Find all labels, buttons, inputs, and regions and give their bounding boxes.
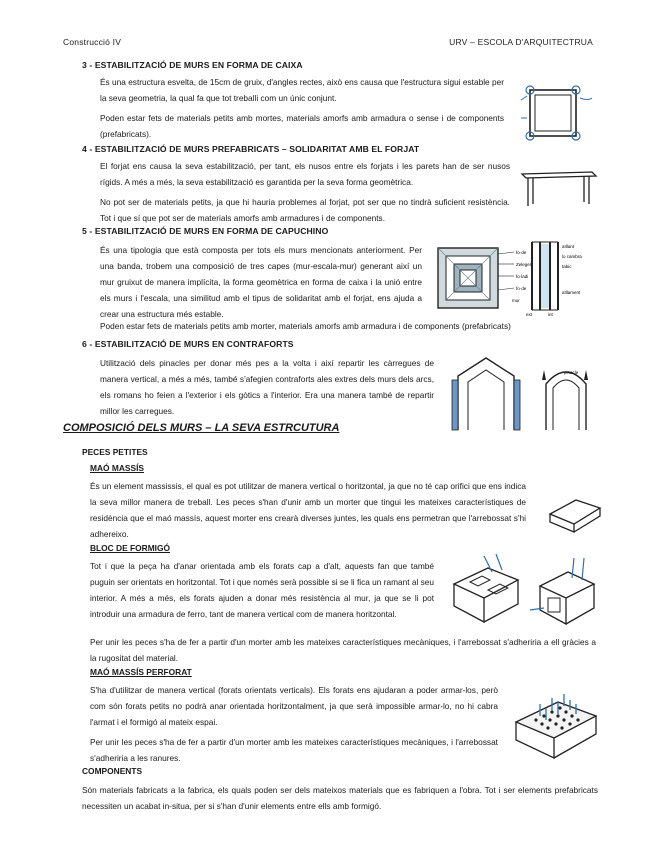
label-cambra: lo cambra bbox=[562, 254, 582, 259]
label-int: int bbox=[548, 312, 553, 317]
solid-brick-sketch bbox=[544, 490, 606, 536]
concrete-block-sketch bbox=[444, 550, 604, 632]
capuchino-wall-sketch bbox=[430, 236, 602, 318]
section-4-paragraph-2: No pot ser de materials petits, ja que hi hauria problemes al forjat, pot ser que no tindrà suficient resistència. Tot i que sí que pot ser de materials amorfs amb armadures i de components. bbox=[100, 197, 510, 223]
section-4-paragraph-1: El forjat ens causa la seva estabilització, per tant, els nusos entre els forjats i les parets han de ser nusos rígids. A més a més, la seva estabilització es garantida per la seva forma geomètrica. bbox=[100, 161, 510, 187]
section-5-paragraph-2: Poden estar fets de materials petits amb morter, materials amorfs amb armadura i de components (prefabricats) bbox=[100, 321, 511, 331]
header-course: Construcció IV bbox=[63, 37, 122, 47]
label-mur: mur bbox=[512, 298, 520, 303]
components-heading: COMPONENTS bbox=[82, 766, 143, 776]
section-5-title: 5 - ESTABILITZACIÓ DE MURS EN FORMA DE CAPUCHINO bbox=[82, 226, 329, 236]
bloc-formigo-paragraph-2: Per unir les peces s'ha de fer a partir d'un morter amb les mateixes característiques mecàniques, i l'arrebossat s'adheriria a ell gràcies a la rugositat del material. bbox=[90, 637, 596, 663]
section-3-paragraph-2: Poden estar fets de materials petits amb mortes, materials amorfs amb armadura o sense i de components (prefabricats). bbox=[100, 113, 504, 139]
buttress-sketch bbox=[446, 350, 602, 436]
section-6-paragraph-1: Utilització dels pinacles per donar més pes a la volta i així repartir les càrregues de manera vertical, a més a més, també s'afegien contraforts ales extres dels murs dels arcs, els romans ho feien a l'exterior i els gòtics a l'interior. Era una manera també de repartir millor les carregues. bbox=[100, 358, 434, 416]
mao-massis-paragraph: És un element massissis, el qual es pot utilitzar de manera vertical o horitzontal, ja que no té cap orifici que ens indica la seva millor manera de treball. Les peces s'han d'unir amb un morter que tingui les mateixes característiques de residència que el maó massís, aquest morter ens crearà diverses juntes, les quals ens permetran que l'arrebossat s'hi adhereixo. bbox=[90, 481, 526, 539]
label-ext: ext bbox=[526, 312, 533, 317]
small-pieces-heading: PECES PETITES bbox=[82, 447, 148, 457]
section-3-title: 3 - ESTABILITZACIÓ DE MURS EN FORMA DE CAIXA bbox=[82, 60, 303, 70]
section-4-title: 4 - ESTABILITZACIÓ DE MURS PREFABRICATS – SOLIDARITAT AMB EL FORJAT bbox=[82, 144, 420, 154]
mao-perforat-paragraph-2: Per unir les peces s'ha de fer a partir d'un morter amb les mateixes característiques mecàniques, i l'arrebossat s'adheriria a les ranures. bbox=[90, 737, 498, 763]
label-aillament: aïllament bbox=[562, 290, 581, 295]
perforated-brick-sketch bbox=[506, 682, 604, 762]
label-foladi: fo·ladi bbox=[516, 274, 529, 279]
label-tabic: tabic bbox=[562, 264, 572, 269]
mao-massis-heading: MAÓ MASSÍS bbox=[90, 463, 144, 473]
bloc-formigo-heading: BLOC DE FORMIGÓ bbox=[90, 543, 171, 553]
bloc-formigo-paragraph-1: Tot i que la peça ha d'anar orientada amb els forats cap a d'alt, aquests fan que també puguin ser orientats en horitzontal. Tot i que només serà possible si se li fica un ramant al seu interior. A més a més, els forats ajuden a donar més resistència al mur, ja que se li pot introduir una armadura de ferro, tant de manera vertical com de manera horitzontal. bbox=[90, 561, 434, 619]
section-3-paragraph-1: És una estructura esvelta, de 15cm de gruix, d'angles rectes, això ens causa que l'estructura sigui estable per la seva geometria, la qual fa que tot treballi com un únic conjunt. bbox=[100, 77, 504, 103]
header-school: URV – ESCOLA D'ARQUITECTRUA bbox=[449, 37, 593, 47]
mao-perforat-heading: MAÓ MASSÍS PERFORAT bbox=[90, 667, 192, 677]
label-pinacle: pinacle bbox=[564, 370, 579, 375]
label-zeleger: Zeleger bbox=[516, 262, 532, 267]
section-6-title: 6 - ESTABILITZACIÓ DE MURS EN CONTRAFORTS bbox=[82, 339, 294, 349]
label-fode-1: fo·de bbox=[516, 250, 527, 255]
box-wall-sketch bbox=[516, 78, 596, 148]
mao-perforat-paragraph-1: S'ha d'utilitzar de manera vertical (forats orientats verticals). Els forats ens ajudaran a poder armar-los, però com són forats petits no podrà anar orientada horitzontalment, ja que serà impossible armar-lo, no hi cabra l'armat i el formigó al mateix espai. bbox=[90, 685, 498, 727]
components-paragraph: Són materials fabricats a la fabrica, els quals poden ser dels mateixos materials que es fabriquen a l'obra. Tot i ser elements prefabricats necessiten un acabat in-situa, per si s'han d'unir elements entre ells amb formigó. bbox=[82, 785, 598, 811]
label-aillant: aïllant bbox=[562, 244, 575, 249]
composition-title: COMPOSICIÓ DELS MURS – LA SEVA ESTRCUTURA bbox=[63, 422, 340, 434]
label-fode-2: fo·de bbox=[516, 286, 527, 291]
slab-wall-sketch bbox=[518, 160, 600, 212]
section-5-paragraph-1: És una tipologia que està composta per tots els murs mencionats anteriorment. Per una banda, trobem una composició de tres capes (mur-escala-mur) generant així un mur gruixut de manera implícita, la forma geomètrica en forma de caixa i la unió entre els murs i l'escala, una similitud amb el tipus de solidaritat amb el forjat, ens ajuda a crear una estructura més estable. bbox=[100, 245, 422, 319]
